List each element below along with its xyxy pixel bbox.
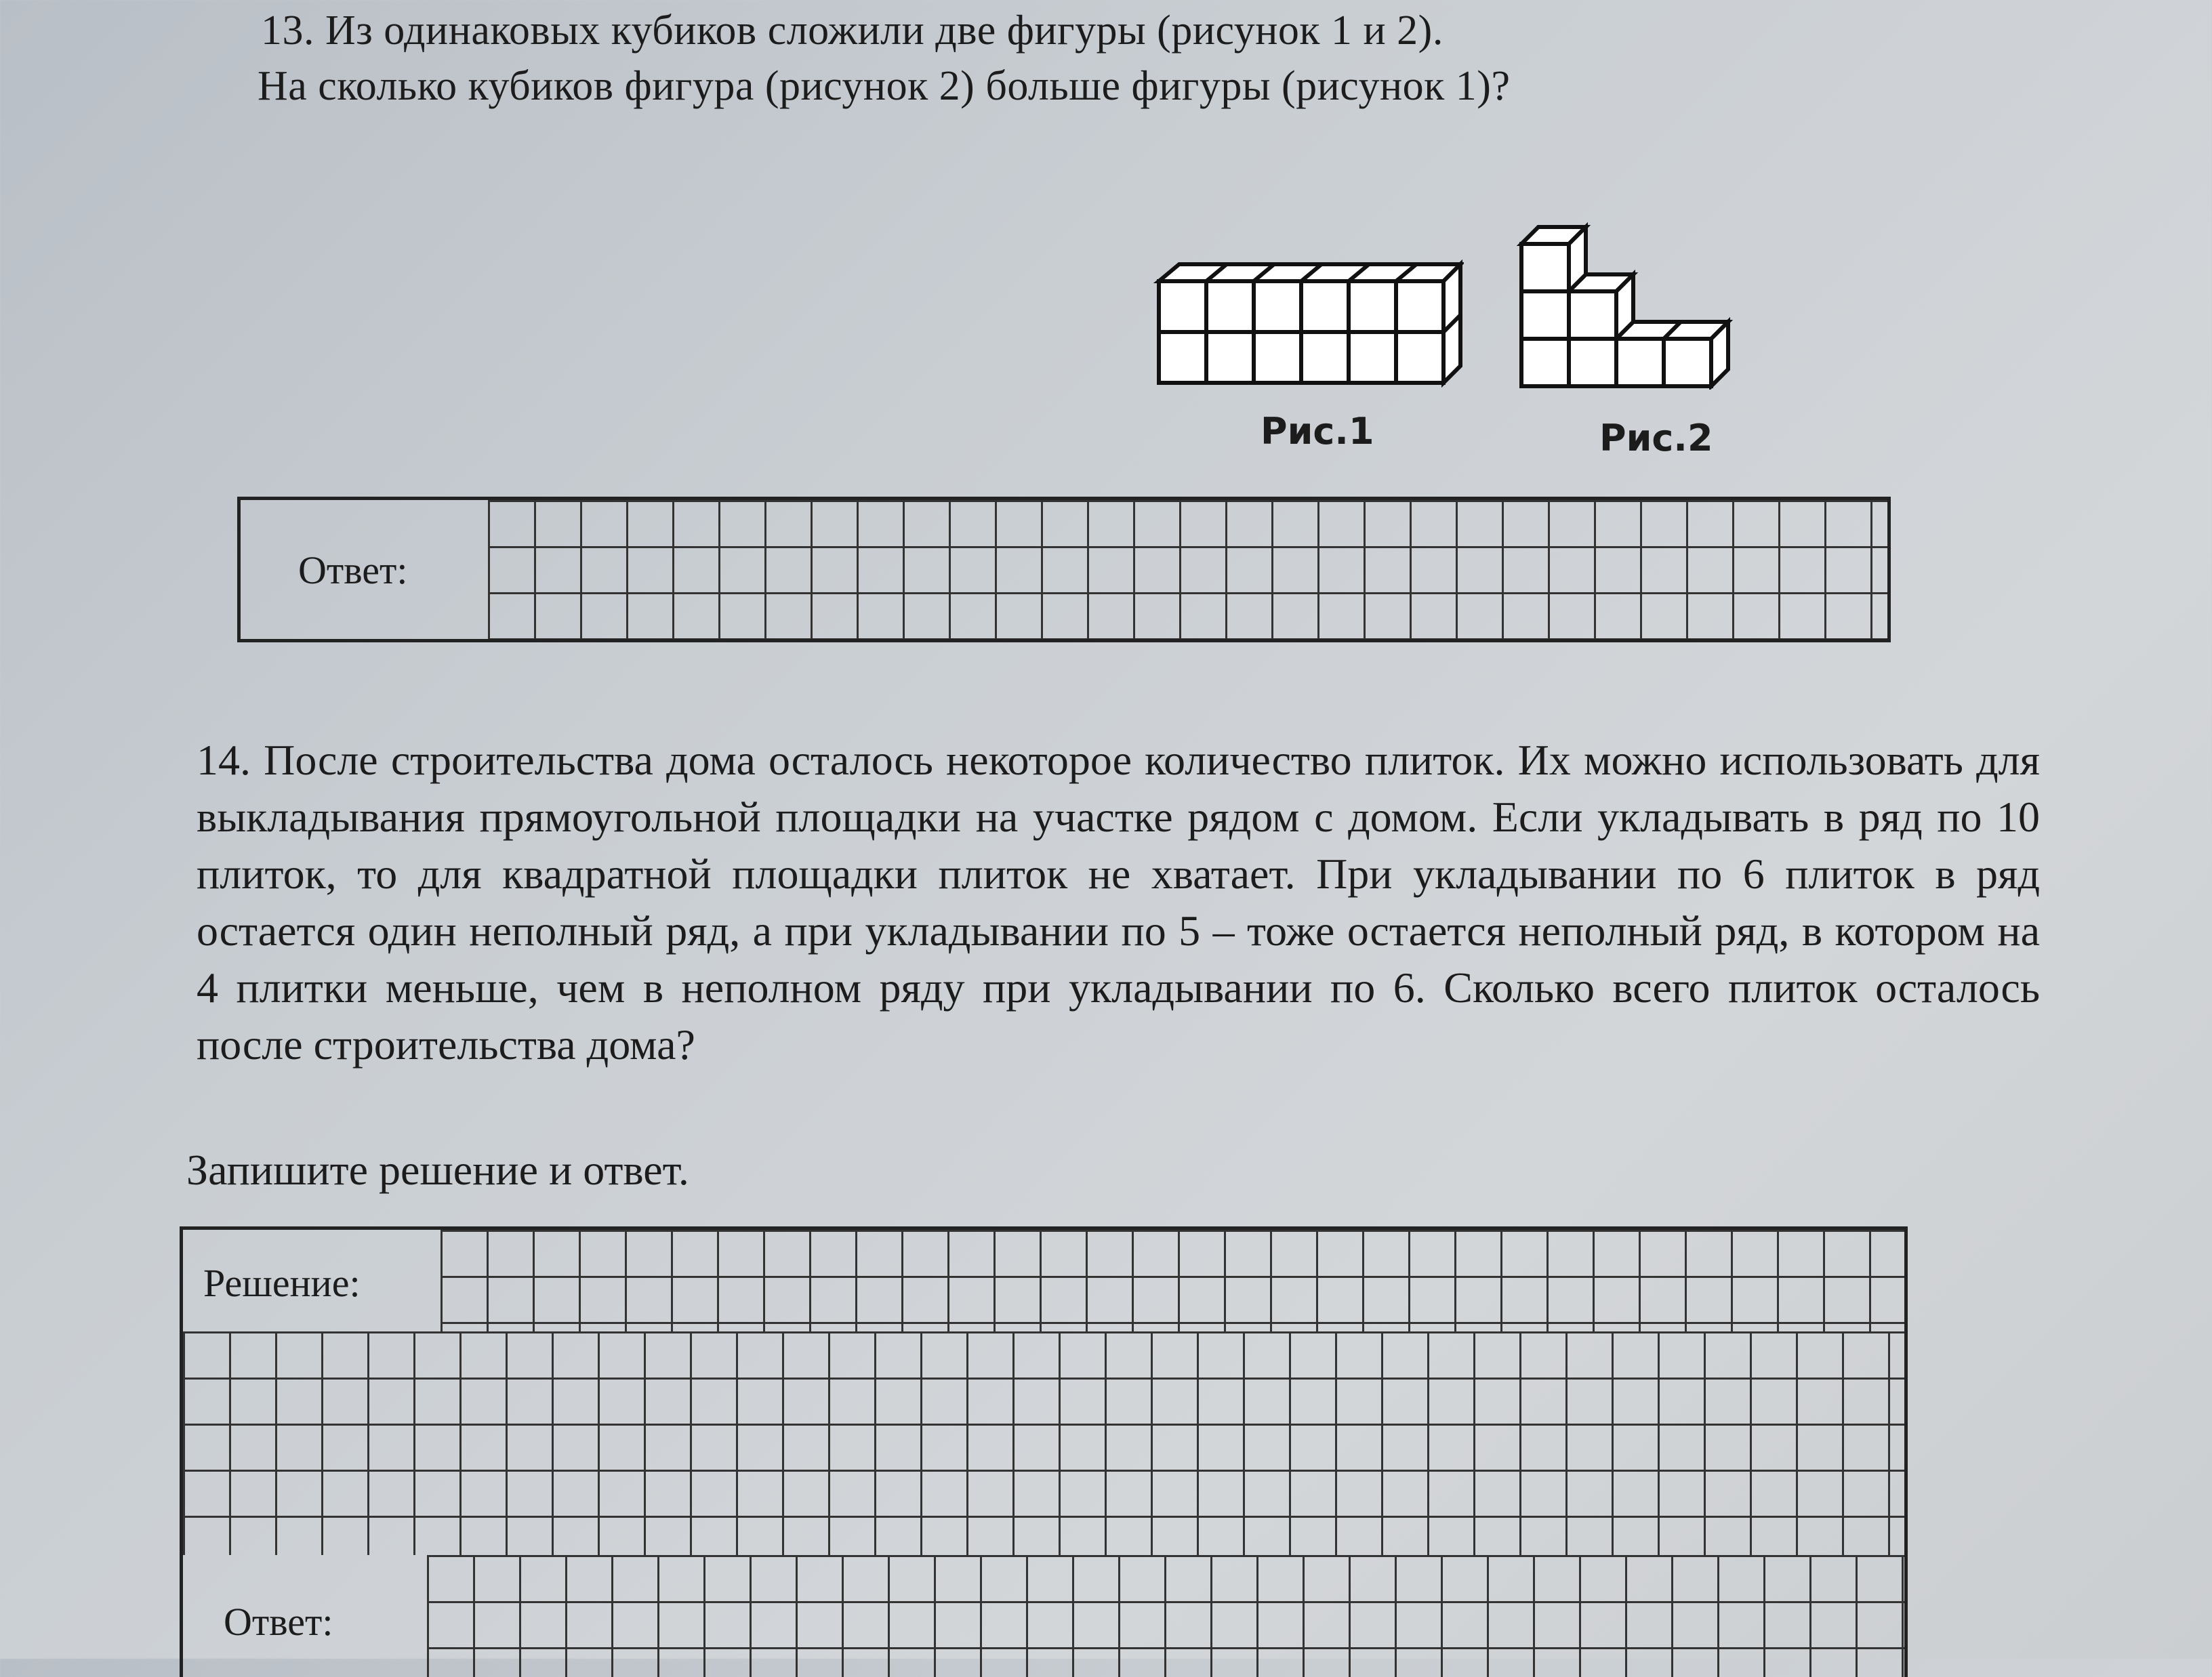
q13-answer-grid[interactable] — [488, 500, 1887, 639]
q14-instruction: Запишите решение и ответ. — [186, 1146, 689, 1194]
figure-1-label: Рис.1 — [1261, 410, 1374, 453]
q14-solution-label: Решение: — [203, 1261, 361, 1305]
figure-2-label: Рис.2 — [1599, 417, 1713, 459]
q14-solution-grid-top[interactable] — [441, 1230, 1904, 1331]
figure-1-cubes — [1152, 254, 1464, 390]
q14-answer-grid[interactable] — [427, 1555, 1904, 1677]
q13-answer-box — [237, 497, 1891, 642]
figure-2-cubes — [1515, 207, 1765, 390]
q13-line-1: 13. Из одинаковых кубиков сложили две фигуры (рисунок 1 и 2). — [261, 7, 1443, 54]
q14-text: 14. После строительства дома осталось некоторое количество плиток. Их можно использовать для выкладывания прямоугольной площадки на участке рядом с домом. Если укладывать в ряд по 10 плиток, то для квадратной площадки плиток не хватает. При укладывании по 6 плиток в ряд остается один неполный ряд, а при укладывании по 5 – тоже остается неполный ряд, в котором на 4 плитки меньше, чем в неполном ряду при укладывании по 6. Сколько всего плиток осталось после строительства дома? — [197, 736, 2040, 1069]
q13-answer-label: Ответ: — [298, 548, 408, 592]
q14-solution-box — [180, 1226, 1908, 1677]
q13-line-2: На сколько кубиков фигура (рисунок 2) больше фигуры (рисунок 1)? — [258, 63, 1511, 109]
q14-solution-grid[interactable] — [183, 1331, 1904, 1555]
q14-answer-label: Ответ: — [224, 1600, 333, 1644]
